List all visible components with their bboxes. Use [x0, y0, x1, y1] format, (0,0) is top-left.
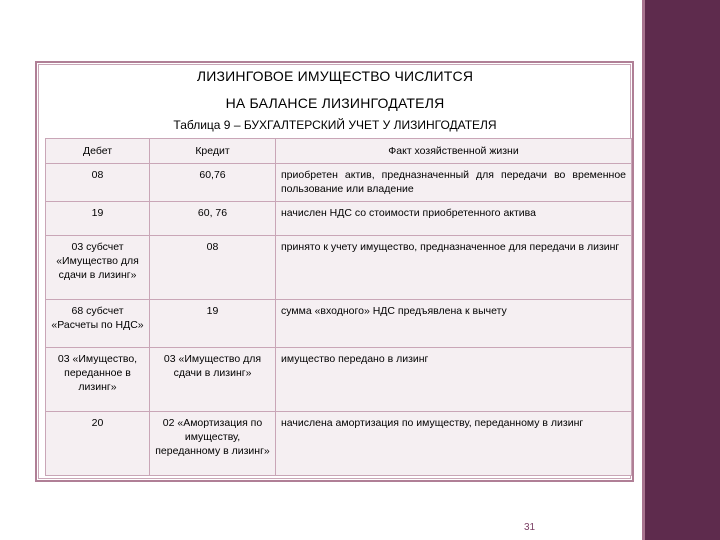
- cell-debit: 20: [46, 412, 150, 476]
- cell-credit: 19: [150, 300, 276, 348]
- cell-credit: 08: [150, 236, 276, 300]
- sidebar-stripe: [642, 0, 645, 540]
- cell-debit: 68 субсчет «Расчеты по НДС»: [46, 300, 150, 348]
- cell-credit: 60, 76: [150, 202, 276, 236]
- page-number: 31: [524, 522, 536, 533]
- cell-credit: 02 «Амортизация по имуществу, переданному в лизинг»: [150, 412, 276, 476]
- cell-credit: 03 «Имущество для сдачи в лизинг»: [150, 348, 276, 412]
- table-row: [46, 348, 632, 412]
- cell-debit: 19: [46, 202, 150, 236]
- cell-fact: сумма «входного» НДС предъявлена к вычету: [276, 300, 632, 348]
- header-fact: Факт хозяйственной жизни: [276, 139, 632, 164]
- header-credit: Кредит: [150, 139, 276, 164]
- table-header-row: [46, 139, 632, 164]
- cell-credit: 60,76: [150, 164, 276, 202]
- table-row: [46, 202, 632, 236]
- table-row: [46, 236, 632, 300]
- cell-fact: начислен НДС со стоимости приобретенного актива: [276, 202, 632, 236]
- cell-fact: имущество передано в лизинг: [276, 348, 632, 412]
- cell-debit: 03 «Имущество, переданное в лизинг»: [46, 348, 150, 412]
- accounting-table: [45, 138, 632, 476]
- cell-fact: принято к учету имущество, предназначенное для передачи в лизинг: [276, 236, 632, 300]
- cell-fact: приобретен актив, предназначенный для передачи во временное пользование или владение: [276, 164, 632, 202]
- decorative-sidebar: [642, 0, 720, 540]
- header-debit: Дебет: [46, 139, 150, 164]
- table-caption: Таблица 9 – БУХГАЛТЕРСКИЙ УЧЕТ У ЛИЗИНГОДАТЕЛЯ: [173, 118, 497, 132]
- slide-title-line1: ЛИЗИНГОВОЕ ИМУЩЕСТВО ЧИСЛИТСЯ: [196, 68, 474, 84]
- cell-fact: начислена амортизация по имуществу, переданному в лизинг: [276, 412, 632, 476]
- cell-debit: 08: [46, 164, 150, 202]
- table-row: [46, 164, 632, 202]
- slide-title-line2: НА БАЛАНСЕ ЛИЗИНГОДАТЕЛЯ: [225, 95, 445, 111]
- table-row: [46, 412, 632, 476]
- table-row: [46, 300, 632, 348]
- cell-debit: 03 субсчет «Имущество для сдачи в лизинг»: [46, 236, 150, 300]
